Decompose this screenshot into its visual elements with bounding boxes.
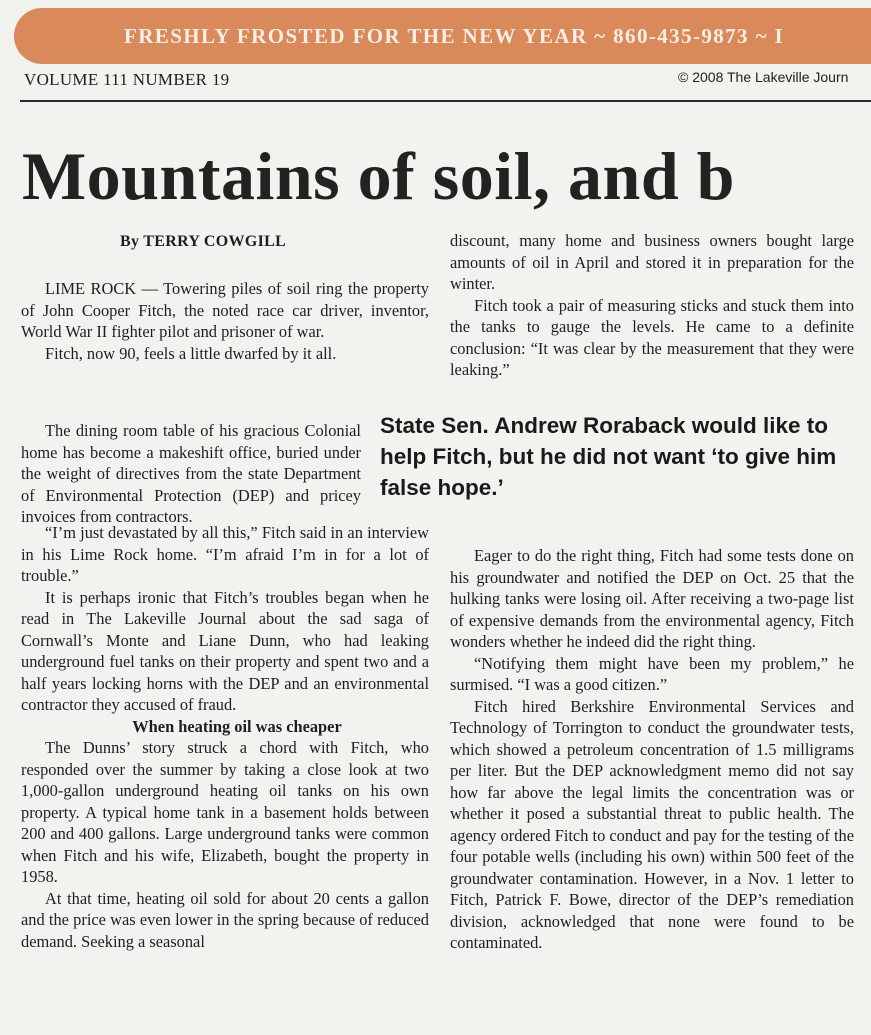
masthead-rule — [20, 100, 871, 102]
paragraph: It is perhaps ironic that Fitch’s troubles began when he read in The Lakeville Journal about the sad saga of Cornwall’s Monte and Liane Dunn, who had leaking underground fuel tanks on their property and spent two and a half years locking horns with the DEP and an environmental contractor they accused of fraud. — [21, 587, 429, 714]
paragraph: The dining room table of his gracious Colonial home has become a makeshift office, buried under the weight of directives from the state Department of Environmental Protection (DEP) and pricey invoices from contractors. — [21, 421, 361, 526]
subhead: When heating oil was cheaper — [132, 716, 342, 736]
article-column-right-top — [450, 230, 854, 381]
volume-number: VOLUME 111 NUMBER 19 — [24, 70, 230, 89]
copyright-notice: © 2008 The Lakeville Journ — [678, 69, 849, 85]
paragraph: “Notifying them might have been my problem,” he surmised. “I was a good citizen.” — [450, 653, 854, 694]
article-column-left-bottom — [21, 522, 429, 952]
article-column-right-bottom — [450, 545, 854, 954]
paragraph: Fitch took a pair of measuring sticks and stuck them into the tanks to gauge the levels. He came to a definite conclusion: “It was clear by the measurement that they were leaking.” — [450, 295, 854, 379]
paragraph: discount, many home and business owners bought large amounts of oil in April and stored it in preparation for the winter. — [450, 231, 854, 293]
article-column-left-narrow — [21, 420, 361, 528]
paragraph: The Dunns’ story struck a chord with Fitch, who responded over the summer by taking a close look at two 1,000-gallon underground heating oil tanks on his own property. A typical home tank in a basement holds between 200 and 400 gallons. Large underground tanks were common when Fitch and his wife, Elizabeth, bought the property in 1958. — [21, 738, 429, 886]
paragraph: Fitch, now 90, feels a little dwarfed by it all. — [45, 343, 337, 363]
headline: Mountains of soil, and b — [22, 138, 735, 214]
article-column-left-top — [21, 278, 429, 364]
pull-quote: State Sen. Andrew Roraback would like to help Fitch, but he did not want ‘to give him false hope.’ — [380, 413, 837, 500]
banner-text: FRESHLY FROSTED FOR THE NEW YEAR ~ 860-435-9873 ~ I — [124, 24, 785, 48]
paragraph: Fitch hired Berkshire Environmental Services and Technology of Torrington to conduct the groundwater tests, which showed a petroleum concentration of 1.5 milligrams per liter. But the DEP acknowledgment memo did not say how far above the legal limits the concentration was or whether it posed a substantial threat to public health. The agency ordered Fitch to conduct and pay for the testing of the four potable wells (including his own) within 500 feet of the groundwater contamination. However, in a Nov. 1 letter to Fitch, Patrick F. Bowe, director of the DEP’s remediation division, acknowledged that none were found to be contaminated. — [450, 696, 854, 952]
byline: By TERRY COWGILL — [120, 233, 287, 250]
paragraph: Eager to do the right thing, Fitch had some tests done on his groundwater and notified the DEP on Oct. 25 that the hulking tanks were losing oil. After receiving a two-page list of expensive demands from the environmental agency, Fitch wonders whether he indeed did the right thing. — [450, 546, 854, 651]
promo-banner — [14, 8, 871, 64]
paragraph: “I’m just devastated by all this,” Fitch said in an interview in his Lime Rock home. “I’m afraid I’m in for a lot of trouble.” — [21, 523, 429, 585]
paragraph: LIME ROCK — Towering piles of soil ring the property of John Cooper Fitch, the noted race car driver, inventor, World War II fighter pilot and prisoner of war. — [21, 279, 429, 341]
paragraph: At that time, heating oil sold for about 20 cents a gallon and the price was even lower in the spring because of reduced demand. Seeking a seasonal — [21, 888, 429, 951]
